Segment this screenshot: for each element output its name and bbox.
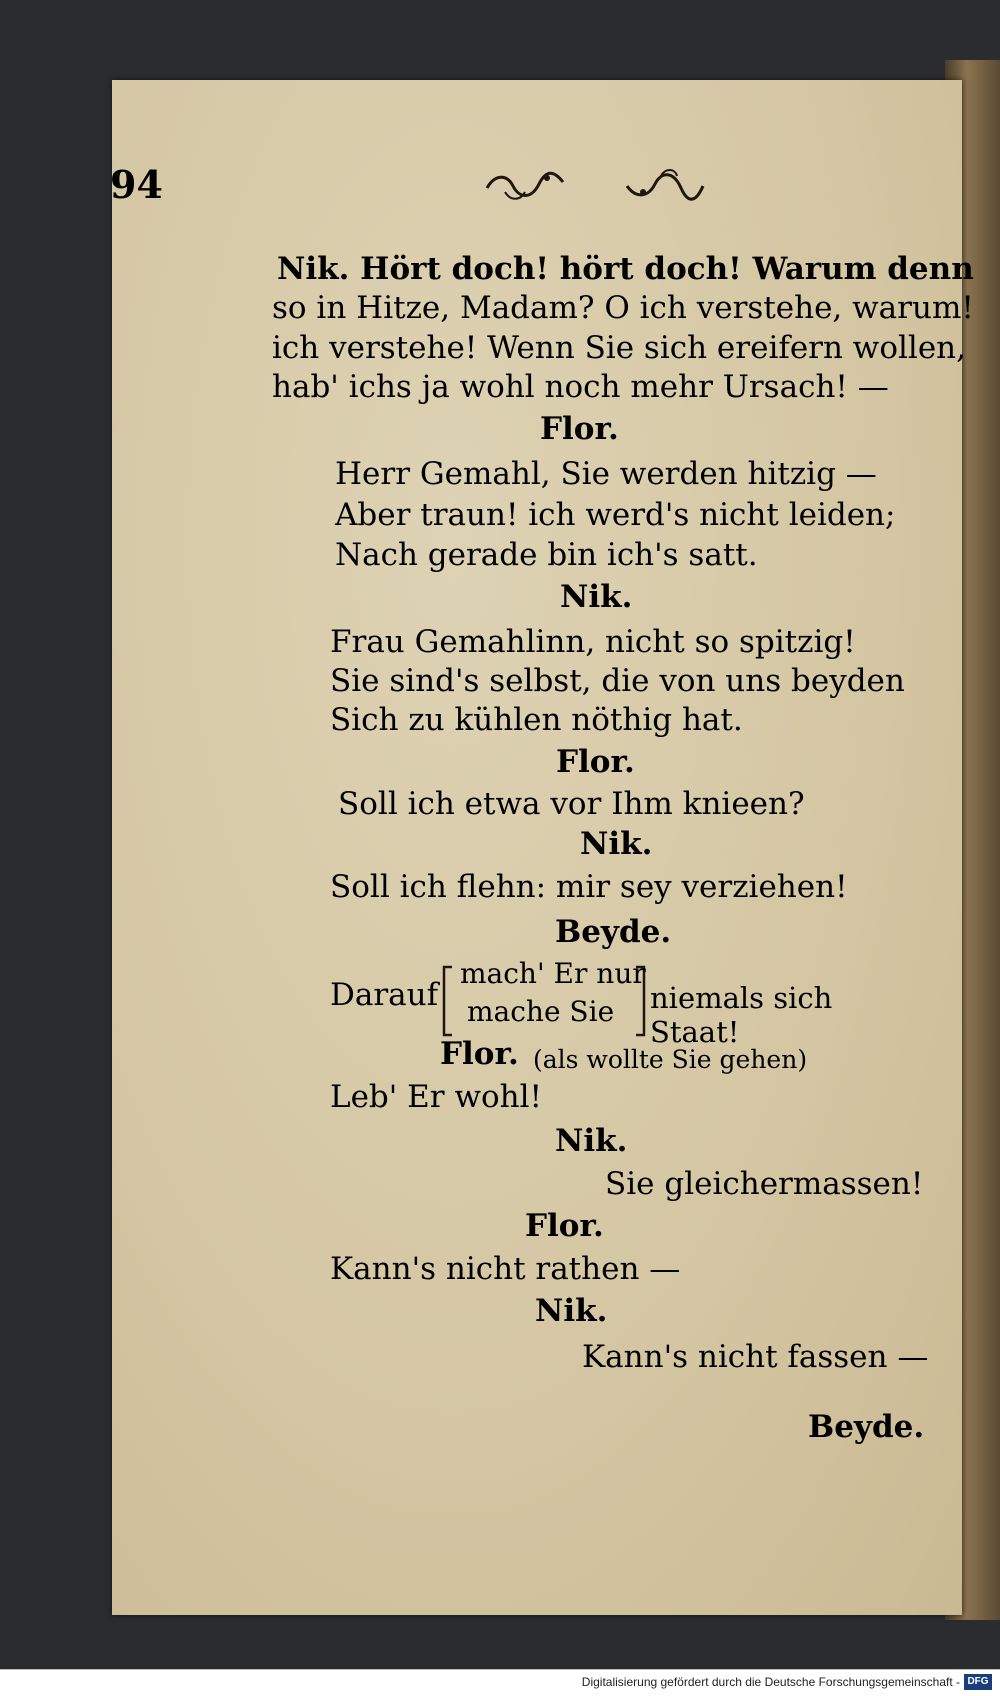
speaker-label: Nik. [555,1123,628,1159]
footer-bar [0,1669,1000,1696]
page-number: 94 [110,162,163,207]
speaker-label: Flor. [440,1036,519,1072]
text-line: Nach gerade bin ich's satt. [335,537,758,573]
text-line: ich verstehe! Wenn Sie sich ereifern wollen, [272,330,967,366]
bracket-option: mach' Er nur [460,957,646,990]
bracket-tail: niemals sich Staat! [650,981,833,1049]
speaker-label: Nik. [580,826,653,862]
ornament-left-icon [485,166,565,210]
speaker-label: Beyde. [808,1409,925,1445]
speaker-label: Beyde. [555,914,672,950]
text-line: hab' ichs ja wohl noch mehr Ursach! — [272,369,889,405]
text-line: Soll ich flehn: mir sey verziehen! [330,869,848,905]
text-line: Sich zu kühlen nöthig hat. [330,702,743,738]
text-line: Sie gleichermassen! [605,1166,924,1202]
text-line: Aber traun! ich werd's nicht leiden; [335,497,896,533]
bracket-lead: Darauf [330,977,439,1013]
text-line: Kann's nicht fassen — [582,1339,929,1375]
text-line: Herr Gemahl, Sie werden hitzig — [335,456,877,492]
dfg-logo-icon[interactable]: DFG [964,1674,992,1690]
ornament-right-icon [625,166,705,210]
bracket-option: mache Sie [467,995,615,1028]
bracket-block [330,957,930,1047]
text-line: Kann's nicht rathen — [330,1251,681,1287]
speaker-label: Flor. [556,744,635,780]
speaker-label: Nik. [535,1293,608,1329]
speaker-label: Nik. [560,579,633,615]
text-line: Sie sind's selbst, die von uns beyden [330,663,905,699]
footer-credit: Digitalisierung gefördert durch die Deutsche Forschungsgemeinschaft - [581,1675,960,1689]
text-line: so in Hitze, Madam? O ich verstehe, warum! [272,290,974,326]
stage-direction: (als wollte Sie gehen) [533,1045,808,1074]
text-line: Frau Gemahlinn, nicht so spitzig! [330,624,856,660]
text-line: Nik. Hört doch! hört doch! Warum denn [277,251,974,287]
speaker-label: Flor. [540,411,619,447]
text-line: Soll ich etwa vor Ihm knieen? [338,786,805,822]
speaker-label: Flor. [525,1208,604,1244]
text-line: Leb' Er wohl! [330,1079,542,1115]
